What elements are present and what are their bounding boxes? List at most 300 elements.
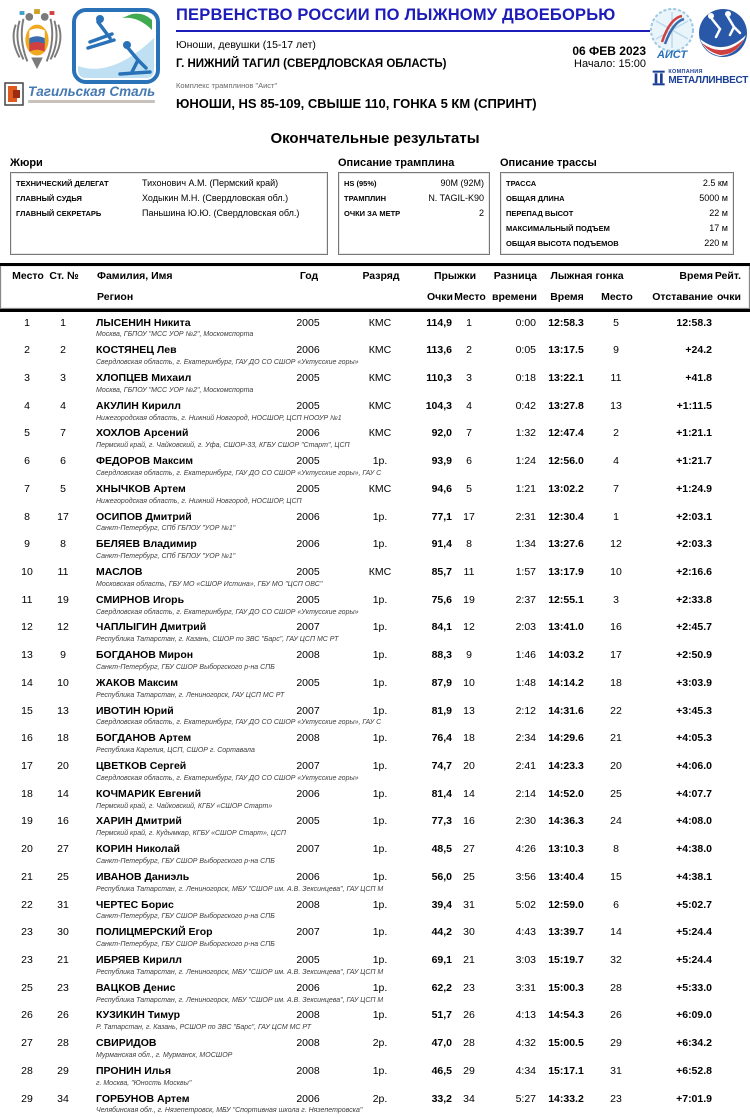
cell-year: 2008 <box>278 898 338 913</box>
cell-region: Республика Карелия, ЦСП, СШОР г. Сортавала <box>82 746 740 757</box>
cell-time-behind: +4:08.0 <box>636 814 712 829</box>
cell-bib: 20 <box>44 759 82 774</box>
cell-time-diff: 0:00 <box>486 316 536 331</box>
cell-athlete-name: ГОРБУНОВ Артем <box>82 1092 278 1107</box>
cell-year: 2006 <box>278 1092 338 1107</box>
cell-rank: 1р. <box>338 676 422 691</box>
cell-bib: 21 <box>44 953 82 968</box>
cell-time-diff: 4:26 <box>486 842 536 857</box>
cell-bib: 25 <box>44 870 82 885</box>
cell-bib: 16 <box>44 814 82 829</box>
col-region: Регион <box>83 289 279 305</box>
result-row <box>10 785 740 813</box>
cell-year: 2005 <box>278 565 338 580</box>
cell-ski-time: 15:19.7 <box>536 953 596 968</box>
info-value: 220 м <box>704 236 728 251</box>
cell-athlete-name: АКУЛИН Кирилл <box>82 399 278 414</box>
cell-athlete-name: КОРИН Николай <box>82 842 278 857</box>
cell-year: 2005 <box>278 399 338 414</box>
cell-bib: 26 <box>44 1008 82 1023</box>
cell-athlete-name: ВАЦКОВ Денис <box>82 981 278 996</box>
tagil-steel-icon <box>4 82 24 106</box>
result-row <box>10 896 740 924</box>
cell-time-diff: 4:34 <box>486 1064 536 1079</box>
cell-jump-points: 77,1 <box>422 510 452 525</box>
cell-rating-points <box>712 593 740 608</box>
cell-jump-points: 84,1 <box>422 620 452 635</box>
cell-jump-points: 93,9 <box>422 454 452 469</box>
cell-ski-place: 15 <box>596 870 636 885</box>
cell-athlete-name: СМИРНОВ Игорь <box>82 593 278 608</box>
info-value: 2 <box>479 206 484 221</box>
cell-place: 21 <box>10 870 44 885</box>
cell-ski-place: 18 <box>596 676 636 691</box>
info-value: 2.5 км <box>703 176 728 191</box>
cell-jump-place: 14 <box>452 787 486 802</box>
cell-time-diff: 0:42 <box>486 399 536 414</box>
col-bib: Ст. № <box>45 268 83 284</box>
cell-time-behind: 12:58.3 <box>636 316 712 331</box>
cell-time-behind: +4:38.1 <box>636 870 712 885</box>
cell-rank: 1р. <box>338 704 422 719</box>
cell-rating-points <box>712 759 740 774</box>
cell-rank: 1р. <box>338 953 422 968</box>
cell-jump-place: 8 <box>452 537 486 552</box>
cell-time-diff: 2:03 <box>486 620 536 635</box>
cell-place: 13 <box>10 648 44 663</box>
cell-ski-place: 8 <box>596 842 636 857</box>
cell-place: 15 <box>10 704 44 719</box>
cell-athlete-name: ПРОНИН Илья <box>82 1064 278 1079</box>
cell-ski-time: 13:40.4 <box>536 870 596 885</box>
cell-jump-place: 25 <box>452 870 486 885</box>
nordic-combined-pictogram-icon <box>72 8 160 84</box>
cell-rating-points <box>712 343 740 358</box>
cell-jump-points: 44,2 <box>422 925 452 940</box>
cell-rating-points <box>712 482 740 497</box>
cell-time-diff: 1:21 <box>486 482 536 497</box>
cell-time-diff: 4:43 <box>486 925 536 940</box>
result-row <box>10 452 740 480</box>
cell-bib: 4 <box>44 399 82 414</box>
cell-jump-points: 75,6 <box>422 593 452 608</box>
cell-time-diff: 2:37 <box>486 593 536 608</box>
cell-place: 25 <box>10 981 44 996</box>
cell-place: 2 <box>10 343 44 358</box>
info-row <box>16 206 322 221</box>
info-row <box>344 176 484 191</box>
cell-time-diff: 3:31 <box>486 981 536 996</box>
cell-athlete-name: БЕЛЯЕВ Владимир <box>82 537 278 552</box>
cell-rating-points <box>712 731 740 746</box>
cell-time-behind: +5:02.7 <box>636 898 712 913</box>
cell-time-diff: 2:34 <box>486 731 536 746</box>
cell-ski-place: 17 <box>596 648 636 663</box>
jury-box <box>10 172 328 255</box>
cell-time-behind: +3:45.3 <box>636 704 712 719</box>
cell-jump-points: 114,9 <box>422 316 452 331</box>
cell-rating-points <box>712 925 740 940</box>
cell-time-diff: 3:56 <box>486 870 536 885</box>
cell-region: Московская область, ГБУ МО «СШОР Истина», ГБУ МО "ЦСП ОВС" <box>82 580 740 591</box>
aist-complex-logo-icon <box>648 8 696 62</box>
cell-year: 2008 <box>278 1036 338 1051</box>
cell-jump-points: 51,7 <box>422 1008 452 1023</box>
result-row <box>10 424 740 452</box>
cell-time-behind: +4:06.0 <box>636 759 712 774</box>
cell-ski-place: 32 <box>596 953 636 968</box>
cell-region: Республика Татарстан, г. Лениногорск, МБУ "СШОР им. А.В. Зексинцева", ГАУ ЦСП М <box>82 996 740 1007</box>
cell-time-behind: +2:50.9 <box>636 648 712 663</box>
cell-rating-points <box>712 426 740 441</box>
cell-jump-place: 18 <box>452 731 486 746</box>
cell-time-behind: +5:24.4 <box>636 953 712 968</box>
cell-time-behind: +3:03.9 <box>636 676 712 691</box>
cell-year: 2008 <box>278 731 338 746</box>
event-start-time: Начало: 15:00 <box>572 58 646 70</box>
cell-jump-place: 11 <box>452 565 486 580</box>
cell-time-behind: +1:24.9 <box>636 482 712 497</box>
cell-ski-place: 9 <box>596 343 636 358</box>
cell-jump-points: 110,3 <box>422 371 452 386</box>
cell-place: 10 <box>10 565 44 580</box>
cell-athlete-name: ЧАПЛЫГИН Дмитрий <box>82 620 278 635</box>
cell-region: Нижегородская область, г. Нижний Новгород, НОСШОР, ЦСП НООУР №1 <box>82 414 740 425</box>
cell-rank: 1р. <box>338 759 422 774</box>
cell-rating-points <box>712 898 740 913</box>
cell-rating-points <box>712 704 740 719</box>
cell-region: Пермский край, г. Чайковский, КГБУ «СШОР Старт» <box>82 802 740 813</box>
cell-ski-place: 12 <box>596 537 636 552</box>
cell-ski-time: 14:33.2 <box>536 1092 596 1107</box>
cell-jump-points: 48,5 <box>422 842 452 857</box>
info-label: ТРАССА <box>506 176 703 191</box>
cell-place: 19 <box>10 814 44 829</box>
cell-time-behind: +1:11.5 <box>636 399 712 414</box>
cell-ski-time: 12:58.3 <box>536 316 596 331</box>
result-row <box>10 535 740 563</box>
cell-jump-place: 26 <box>452 1008 486 1023</box>
result-row <box>10 1062 740 1090</box>
metalinvest-company-label: КОМПАНИЯ <box>668 70 748 76</box>
cell-place: 7 <box>10 482 44 497</box>
info-row <box>506 221 728 236</box>
cell-region: Челябинская обл., г. Нязепетровск, МБУ "Спортивная школа г. Нязепетровска" <box>82 1106 740 1117</box>
cell-jump-points: 62,2 <box>422 981 452 996</box>
tagil-steel-logo <box>4 82 172 106</box>
cell-ski-place: 22 <box>596 704 636 719</box>
cell-rank: КМС <box>338 426 422 441</box>
cell-year: 2006 <box>278 426 338 441</box>
cell-athlete-name: ЖАКОВ Максим <box>82 676 278 691</box>
cell-jump-place: 21 <box>452 953 486 968</box>
cell-ski-time: 14:23.3 <box>536 759 596 774</box>
cell-bib: 7 <box>44 426 82 441</box>
hill-section-title: Описание трамплина <box>338 157 490 169</box>
cell-place: 23 <box>10 925 44 940</box>
cell-ski-time: 14:54.3 <box>536 1008 596 1023</box>
cell-rating-points <box>712 842 740 857</box>
cell-time-diff: 4:32 <box>486 1036 536 1051</box>
info-value: Ходыкин М.Н. (Свердловская обл.) <box>142 191 322 206</box>
info-row <box>344 191 484 206</box>
cell-jump-place: 7 <box>452 426 486 441</box>
cell-bib: 13 <box>44 704 82 719</box>
cell-ski-time: 15:00.3 <box>536 981 596 996</box>
cell-jump-points: 92,0 <box>422 426 452 441</box>
cell-rank: КМС <box>338 343 422 358</box>
cell-ski-time: 14:36.3 <box>536 814 596 829</box>
info-label: HS (95%) <box>344 176 440 191</box>
cell-time-diff: 2:30 <box>486 814 536 829</box>
cell-bib: 1 <box>44 316 82 331</box>
cell-ski-place: 1 <box>596 510 636 525</box>
cell-bib: 31 <box>44 898 82 913</box>
report-header <box>0 0 750 122</box>
cell-ski-place: 28 <box>596 981 636 996</box>
cell-ski-time: 14:31.6 <box>536 704 596 719</box>
cell-time-diff: 1:32 <box>486 426 536 441</box>
cell-place: 17 <box>10 759 44 774</box>
cell-region: Санкт-Петербург, ГБУ СШОР Выборгского р-на СПБ <box>82 940 740 951</box>
cell-year: 2008 <box>278 1064 338 1079</box>
info-row <box>16 191 322 206</box>
cell-region: Р. Татарстан, г. Казань, РСШОР по ЗВС "Барс", ГАУ ЦСМ МС РТ <box>82 1023 740 1034</box>
cell-ski-place: 2 <box>596 426 636 441</box>
cell-jump-points: 47,0 <box>422 1036 452 1051</box>
cell-time-diff: 2:14 <box>486 787 536 802</box>
cell-region: Республика Татарстан, г. Лениногорск, МБУ "СШОР им. А.В. Зексинцева", ГАУ ЦСП М <box>82 885 740 896</box>
table-header <box>0 266 750 309</box>
cell-year: 2006 <box>278 343 338 358</box>
cell-athlete-name: ФЕДОРОВ Максим <box>82 454 278 469</box>
result-row <box>10 369 740 397</box>
cell-place: 29 <box>10 1092 44 1107</box>
cell-jump-place: 34 <box>452 1092 486 1107</box>
cell-year: 2005 <box>278 454 338 469</box>
result-row <box>10 1006 740 1034</box>
info-value: 17 м <box>709 221 728 236</box>
cell-jump-points: 76,4 <box>422 731 452 746</box>
cell-ski-place: 14 <box>596 925 636 940</box>
cell-bib: 14 <box>44 787 82 802</box>
cell-rank: 1р. <box>338 787 422 802</box>
cell-bib: 10 <box>44 676 82 691</box>
cell-athlete-name: БОГДАНОВ Артем <box>82 731 278 746</box>
cell-year: 2005 <box>278 953 338 968</box>
cell-year: 2007 <box>278 620 338 635</box>
cell-jump-place: 2 <box>452 343 486 358</box>
result-row <box>10 314 740 342</box>
col-jumps: Прыжки <box>423 268 487 284</box>
cell-region: Москва, ГБПОУ "МСС УОР №2", Москомспорта <box>82 386 740 397</box>
cell-rank: 1р. <box>338 593 422 608</box>
cell-bib: 19 <box>44 593 82 608</box>
result-row <box>10 979 740 1007</box>
cell-place: 8 <box>10 510 44 525</box>
cell-year: 2005 <box>278 482 338 497</box>
cell-region: Республика Татарстан, г. Лениногорск, МБУ "СШОР им. А.В. Зексинцева", ГАУ ЦСП М <box>82 968 740 979</box>
cell-ski-place: 24 <box>596 814 636 829</box>
cell-ski-time: 15:00.5 <box>536 1036 596 1051</box>
cell-year: 2007 <box>278 704 338 719</box>
cell-jump-place: 6 <box>452 454 486 469</box>
cell-time-diff: 1:57 <box>486 565 536 580</box>
cell-time-behind: +2:33.8 <box>636 593 712 608</box>
cell-ski-place: 31 <box>596 1064 636 1079</box>
cell-ski-place: 26 <box>596 1008 636 1023</box>
cell-time-diff: 1:34 <box>486 537 536 552</box>
cell-time-behind: +2:45.7 <box>636 620 712 635</box>
cell-ski-time: 14:14.2 <box>536 676 596 691</box>
result-row <box>10 923 740 951</box>
cell-jump-place: 28 <box>452 1036 486 1051</box>
cell-ski-place: 11 <box>596 371 636 386</box>
cell-jump-points: 46,5 <box>422 1064 452 1079</box>
col-year: Год <box>279 268 339 284</box>
course-section-title: Описание трассы <box>500 157 734 169</box>
cell-ski-time: 13:27.6 <box>536 537 596 552</box>
cell-ski-time: 13:22.1 <box>536 371 596 386</box>
cell-jump-place: 17 <box>452 510 486 525</box>
cell-ski-time: 13:17.9 <box>536 565 596 580</box>
cell-year: 2006 <box>278 787 338 802</box>
hill-box <box>338 172 490 255</box>
cell-rank: 1р. <box>338 981 422 996</box>
col-final1: Время <box>637 268 713 284</box>
cell-jump-place: 27 <box>452 842 486 857</box>
info-row <box>506 176 728 191</box>
result-row <box>10 868 740 896</box>
result-row <box>10 951 740 979</box>
cell-athlete-name: ЧЕРТЕС Борис <box>82 898 278 913</box>
cell-time-behind: +5:33.0 <box>636 981 712 996</box>
cell-ski-place: 13 <box>596 399 636 414</box>
cell-ski-place: 4 <box>596 454 636 469</box>
cell-athlete-name: ХОХЛОВ Арсений <box>82 426 278 441</box>
cell-rating-points <box>712 1064 740 1079</box>
cell-time-diff: 0:05 <box>486 343 536 358</box>
cell-bib: 11 <box>44 565 82 580</box>
cell-bib: 27 <box>44 842 82 857</box>
cell-bib: 23 <box>44 981 82 996</box>
cell-time-behind: +24.2 <box>636 343 712 358</box>
cell-place: 22 <box>10 898 44 913</box>
cell-time-behind: +6:09.0 <box>636 1008 712 1023</box>
cell-ski-time: 13:39.7 <box>536 925 596 940</box>
cell-rank: 1р. <box>338 537 422 552</box>
cell-rank: 1р. <box>338 814 422 829</box>
cell-bib: 18 <box>44 731 82 746</box>
cell-rating-points <box>712 1036 740 1051</box>
result-row <box>10 397 740 425</box>
cell-ski-time: 14:29.6 <box>536 731 596 746</box>
cell-bib: 3 <box>44 371 82 386</box>
cell-region: Республика Татарстан, г. Казань, СШОР по ЗВС "Барс", ГАУ ЦСП МС РТ <box>82 635 740 646</box>
cell-rank: 1р. <box>338 454 422 469</box>
cell-ski-time: 13:10.3 <box>536 842 596 857</box>
info-row <box>16 176 322 191</box>
cell-ski-time: 12:55.1 <box>536 593 596 608</box>
cell-bib: 17 <box>44 510 82 525</box>
cell-rating-points <box>712 620 740 635</box>
cell-jump-place: 13 <box>452 704 486 719</box>
col-jump-place: Место <box>453 289 487 305</box>
cell-rating-points <box>712 1008 740 1023</box>
info-row <box>506 206 728 221</box>
result-row <box>10 1034 740 1062</box>
cell-jump-points: 33,2 <box>422 1092 452 1107</box>
ministry-sport-eagle-icon <box>8 6 66 78</box>
col-rank: Разряд <box>339 268 423 284</box>
cell-year: 2007 <box>278 759 338 774</box>
tagil-steel-label: Тагильская Сталь <box>28 86 155 98</box>
result-row <box>10 618 740 646</box>
cell-bib: 28 <box>44 1036 82 1051</box>
info-label: МАКСИМАЛЬНЫЙ ПОДЪЕМ <box>506 221 709 236</box>
col-rating2: очки <box>713 289 741 305</box>
cell-ski-time: 13:17.5 <box>536 343 596 358</box>
col-final2: Отставание <box>637 289 713 305</box>
venue-label: Комплекс трамплинов "Аист" <box>176 81 650 90</box>
cell-rank: КМС <box>338 482 422 497</box>
cell-athlete-name: ИБРЯЕВ Кирилл <box>82 953 278 968</box>
event-date-block <box>572 44 646 70</box>
cell-bib: 29 <box>44 1064 82 1079</box>
cell-rating-points <box>712 510 740 525</box>
cell-jump-place: 1 <box>452 316 486 331</box>
cell-time-diff: 1:48 <box>486 676 536 691</box>
cell-rating-points <box>712 537 740 552</box>
cell-year: 2006 <box>278 870 338 885</box>
cell-time-diff: 1:24 <box>486 454 536 469</box>
cell-athlete-name: КУЗИКИН Тимур <box>82 1008 278 1023</box>
cell-athlete-name: СВИРИДОВ <box>82 1036 278 1051</box>
cell-ski-time: 12:47.4 <box>536 426 596 441</box>
info-value: 22 м <box>709 206 728 221</box>
cell-jump-points: 39,4 <box>422 898 452 913</box>
cell-place: 4 <box>10 399 44 414</box>
info-label: ОЧКИ ЗА МЕТР <box>344 206 479 221</box>
cell-place: 27 <box>10 1036 44 1051</box>
cell-region: Санкт-Петербург, ГБУ СШОР Выборгского р-на СПБ <box>82 912 740 923</box>
cell-place: 20 <box>10 842 44 857</box>
cell-jump-points: 104,3 <box>422 399 452 414</box>
cell-jump-place: 9 <box>452 648 486 663</box>
cell-year: 2006 <box>278 537 338 552</box>
cell-time-diff: 0:18 <box>486 371 536 386</box>
cell-jump-place: 23 <box>452 981 486 996</box>
cell-rating-points <box>712 565 740 580</box>
result-row <box>10 674 740 702</box>
col-rating1: Рейт. <box>713 268 741 284</box>
cell-region: Санкт-Петербург, СПб ГБПОУ "УОР №1" <box>82 524 740 535</box>
cell-rating-points <box>712 981 740 996</box>
cell-time-behind: +7:01.9 <box>636 1092 712 1107</box>
result-row <box>10 840 740 868</box>
result-row <box>10 591 740 619</box>
info-label: ГЛАВНЫЙ СУДЬЯ <box>16 191 142 206</box>
result-row <box>10 729 740 757</box>
cell-rating-points <box>712 870 740 885</box>
cell-jump-place: 12 <box>452 620 486 635</box>
col-ski-place: Место <box>597 289 637 305</box>
info-label: ГЛАВНЫЙ СЕКРЕТАРЬ <box>16 206 142 221</box>
cell-region: Санкт-Петербург, СПб ГБПОУ "УОР №1" <box>82 552 740 563</box>
cell-rating-points <box>712 953 740 968</box>
cell-athlete-name: ХНЫЧКОВ Артем <box>82 482 278 497</box>
cell-rank: 1р. <box>338 620 422 635</box>
